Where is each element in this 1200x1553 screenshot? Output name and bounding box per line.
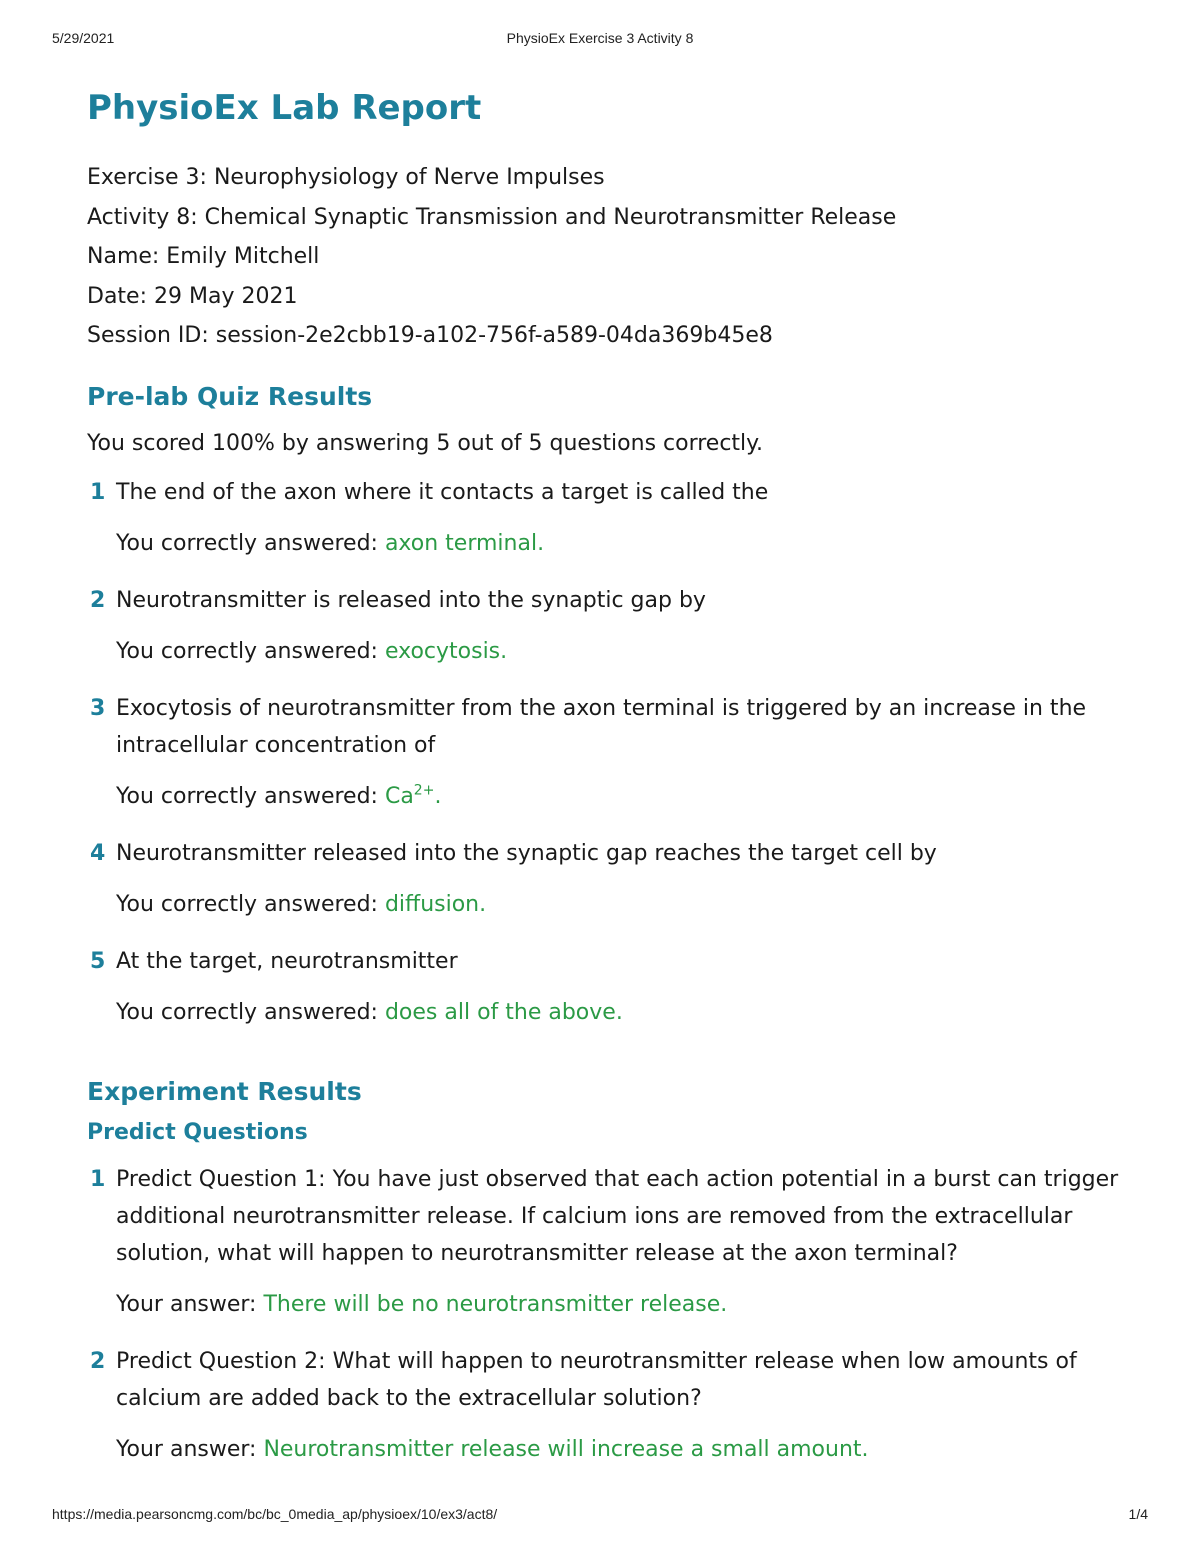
answer-prefix: You correctly answered: [116,638,385,664]
prelab-question [87,582,1127,670]
answer-prefix: Your answer: [116,1436,264,1462]
answer-value: axon terminal. [384,530,545,556]
answer-value: exocytosis. [384,638,508,664]
question-number: 2 [90,587,106,613]
prelab-heading: Pre-lab Quiz Results [87,381,373,411]
report-content [87,86,1127,1488]
answer-superscript: 2+ [413,782,435,799]
question-number: 2 [90,1348,106,1374]
question-number: 5 [90,948,106,974]
student-name: Name: Emily Mitchell [87,244,320,270]
question-text: Exocytosis of neurotransmitter from the axon terminal is triggered by an increase in the intracellular concentration of [116,695,1087,758]
prelab-score: You scored 100% by answering 5 out of 5 questions correctly. [87,430,764,456]
answer-prefix: You correctly answered: [116,783,385,809]
answer-prefix: You correctly answered: [116,999,385,1025]
answer-tail: . [434,783,442,809]
print-footer [52,1506,1148,1526]
activity-line: Activity 8: Chemical Synaptic Transmission and Neurotransmitter Release [87,204,897,230]
prelab-question [87,474,1127,562]
report-title: PhysioEx Lab Report [87,88,482,128]
question-answer [116,886,1127,923]
prelab-question [87,690,1127,815]
answer-value: does all of the above. [384,999,623,1025]
question-answer [116,1286,1127,1323]
question-text: Predict Question 2: What will happen to neurotransmitter release when low amounts of calcium are added back to the extracellular solution? [116,1348,1077,1411]
report-date: Date: 29 May 2021 [87,283,298,309]
print-header [52,30,1148,50]
question-text: The end of the axon where it contacts a target is called the [116,479,769,505]
page-number: 1/4 [1128,1506,1148,1522]
prelab-question [87,835,1127,923]
question-text: Predict Question 1: You have just observed that each action potential in a burst can trigger additional neurotransmitter release. If calcium ions are removed from the extracellular solution, what will happen to neurotransmitter release at the axon terminal? [116,1166,1119,1266]
answer-base: Ca [384,783,414,809]
answer-prefix: Your answer: [116,1291,264,1317]
page-url[interactable]: https://media.pearsoncmg.com/bc/bc_0media_ap/physioex/10/ex3/act8/ [52,1506,498,1522]
exercise-line: Exercise 3: Neurophysiology of Nerve Impulses [87,165,605,190]
question-text: Neurotransmitter released into the synaptic gap reaches the target cell by [116,840,937,866]
question-answer [116,994,1127,1031]
predict-heading: Predict Questions [87,1119,308,1145]
print-title: PhysioEx Exercise 3 Activity 8 [506,30,694,46]
question-number: 1 [90,1166,106,1192]
question-text: Neurotransmitter is released into the synaptic gap by [116,587,706,613]
report-meta [87,158,1127,356]
answer-value: There will be no neurotransmitter release. [263,1291,728,1317]
question-answer [116,633,1127,670]
question-answer [116,525,1127,562]
experiment-heading: Experiment Results [87,1076,362,1106]
question-number: 4 [90,840,106,866]
answer-value [385,784,441,809]
question-number: 1 [90,479,106,505]
answer-value: Neurotransmitter release will increase a small amount. [263,1436,869,1462]
predict-question [87,1161,1127,1323]
answer-prefix: You correctly answered: [116,530,385,556]
predict-question [87,1343,1127,1468]
question-text: At the target, neurotransmitter [116,948,458,974]
answer-prefix: You correctly answered: [116,891,385,917]
question-number: 3 [90,695,106,721]
question-answer [116,1431,1127,1468]
answer-value: diffusion. [384,891,487,917]
print-date: 5/29/2021 [52,30,115,46]
question-answer [116,778,1127,815]
session-id: Session ID: session-2e2cbb19-a102-756f-a589-04da369b45e8 [87,323,773,349]
prelab-question [87,943,1127,1031]
